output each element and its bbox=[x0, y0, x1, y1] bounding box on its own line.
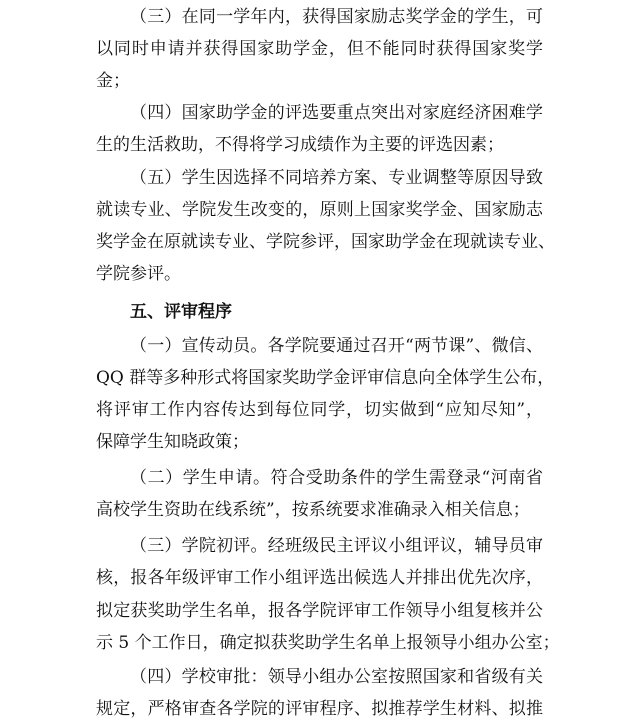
paragraph-line: （二）学生申请。符合受助条件的学生需登录“河南省 bbox=[130, 468, 543, 488]
paragraph-line: 以同时申请并获得国家助学金，但不能同时获得国家奖学 bbox=[96, 39, 543, 59]
paragraph-line: 核，报各年级评审工作小组评选出候选人并排出优先次序， bbox=[96, 568, 543, 588]
paragraph-line: （四）国家助学金的评选要重点突出对家庭经济困难学 bbox=[130, 103, 543, 123]
paragraph-line: QQ 群等多种形式将国家奖助学金评审信息向全体学生公布， bbox=[96, 368, 555, 388]
paragraph-line: 将评审工作内容传达到每位同学，切实做到“应知尽知”， bbox=[96, 400, 543, 420]
paragraph-line: 学院参评。 bbox=[96, 264, 181, 284]
paragraph-line: 奖学金在原就读专业、学院参评，国家助学金在现就读专业、 bbox=[96, 232, 555, 252]
paragraph-line: 示 5 个工作日，确定拟获奖助学生名单上报领导小组办公室； bbox=[96, 633, 560, 653]
paragraph-line: （三）学院初评。经班级民主评议小组评议，辅导员审 bbox=[130, 536, 543, 556]
paragraph-line: 金； bbox=[96, 71, 130, 91]
paragraph-line: （一）宣传动员。各学院要通过召开“两节课”、微信、 bbox=[130, 336, 543, 356]
paragraph-line: 生的生活救助，不得将学习成绩作为主要的评选因素； bbox=[96, 135, 504, 155]
paragraph-line: （五）学生因选择不同培养方案、专业调整等原因导致 bbox=[130, 168, 543, 188]
paragraph-line: 规定，严格审查各学院的评审程序、拟推荐学生材料、拟推 bbox=[96, 699, 543, 719]
paragraph-line: （四）学校审批：领导小组办公室按照国家和省级有关 bbox=[130, 667, 543, 687]
paragraph-line: 拟定获奖助学生名单，报各学院评审工作领导小组复核并公 bbox=[96, 601, 543, 621]
paragraph-line: （三）在同一学年内，获得国家励志奖学金的学生，可 bbox=[130, 7, 543, 27]
section-heading: 五、评审程序 bbox=[130, 302, 232, 322]
paragraph-line: 就读专业、学院发生改变的，原则上国家奖学金、国家励志 bbox=[96, 200, 543, 220]
paragraph-line: 保障学生知晓政策； bbox=[96, 432, 249, 452]
paragraph-line: 高校学生资助在线系统”，按系统要求准确录入相关信息； bbox=[96, 500, 530, 520]
